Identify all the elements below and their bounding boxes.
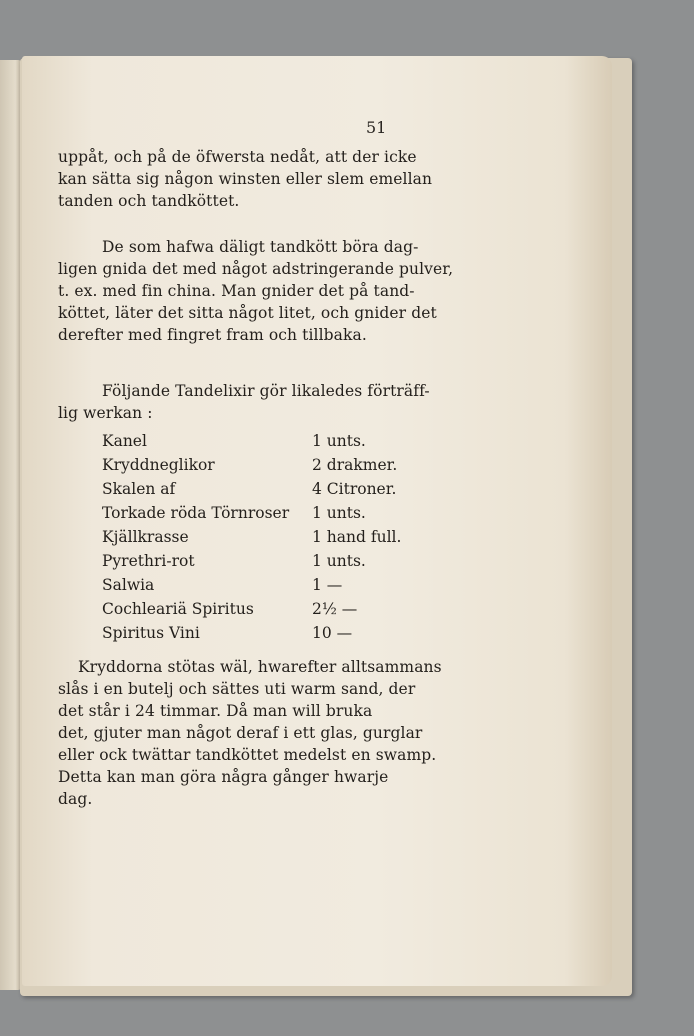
ingredient-amount: 1 unts.: [312, 432, 366, 450]
paragraph-instructions: [58, 656, 442, 810]
paragraph-elixir-intro: [58, 380, 430, 424]
ingredient-amount: 1 unts.: [312, 504, 366, 522]
recipe-row: [102, 600, 402, 624]
recipe-row: [102, 624, 402, 648]
ingredient-amount: 4 Citroner.: [312, 480, 397, 498]
text-line: slås i en butelj och sättes uti warm sand, der: [58, 680, 416, 698]
text-line: t. ex. med fin china. Man gnider det på tand-: [58, 282, 415, 300]
text-line: dag.: [58, 790, 93, 808]
ingredient-name: Torkade röda Törnroser: [102, 504, 290, 522]
text-line: Detta kan man göra några gånger hwarje: [58, 768, 389, 786]
ingredient-name: Spiritus Vini: [102, 624, 200, 642]
paragraph-continuation: [58, 146, 433, 212]
ingredient-name: Kanel: [102, 432, 147, 450]
text-line: Följande Tandelixir gör likaledes förträff-: [102, 382, 430, 400]
page-number: 51: [366, 118, 387, 137]
recipe-list: [102, 432, 402, 648]
paragraph-gums: [58, 236, 454, 346]
text-line: tanden och tandköttet.: [58, 192, 240, 210]
recipe-row: [102, 480, 402, 504]
text-line: köttet, läter det sitta något litet, och gnider det: [58, 304, 437, 322]
text-line: lig werkan :: [58, 404, 153, 422]
text-line: uppåt, och på de öfwersta nedåt, att der icke: [58, 148, 417, 166]
recipe-row: [102, 576, 402, 600]
ingredient-amount: 10 —: [312, 624, 353, 642]
ingredient-amount: 2 drakmer.: [312, 456, 398, 474]
ingredient-name: Salwia: [102, 576, 155, 594]
ingredient-amount: 1 —: [312, 576, 343, 594]
recipe-row: [102, 456, 402, 480]
recipe-row: [102, 552, 402, 576]
ingredient-name: Pyrethri-rot: [102, 552, 195, 570]
text-line: De som hafwa däligt tandkött böra dag-: [102, 238, 419, 256]
text-line: ligen gnida det med något adstringerande pulver,: [58, 260, 454, 278]
text-line: derefter med fingret fram och tillbaka.: [58, 326, 367, 344]
text-line: eller ock twättar tandköttet medelst en swamp.: [58, 746, 437, 764]
ingredient-amount: 1 hand full.: [312, 528, 402, 546]
text-line: Kryddorna stötas wäl, hwarefter alltsammans: [78, 658, 442, 676]
ingredient-name: Kjällkrasse: [102, 528, 189, 546]
previous-page-edge: [0, 60, 22, 990]
recipe-row: [102, 504, 402, 528]
ingredient-name: Cochleariä Spiritus: [102, 600, 254, 618]
recipe-row: [102, 528, 402, 552]
text-line: det, gjuter man något deraf i ett glas, gurglar: [58, 724, 423, 742]
ingredient-amount: 1 unts.: [312, 552, 366, 570]
ingredient-amount: 2½ —: [312, 600, 358, 618]
text-line: det står i 24 timmar. Då man will bruka: [58, 702, 373, 720]
recipe-row: [102, 432, 402, 456]
ingredient-name: Skalen af: [102, 480, 176, 498]
text-line: kan sätta sig någon winsten eller slem emellan: [58, 170, 433, 188]
ingredient-name: Kryddneglikor: [102, 456, 215, 474]
